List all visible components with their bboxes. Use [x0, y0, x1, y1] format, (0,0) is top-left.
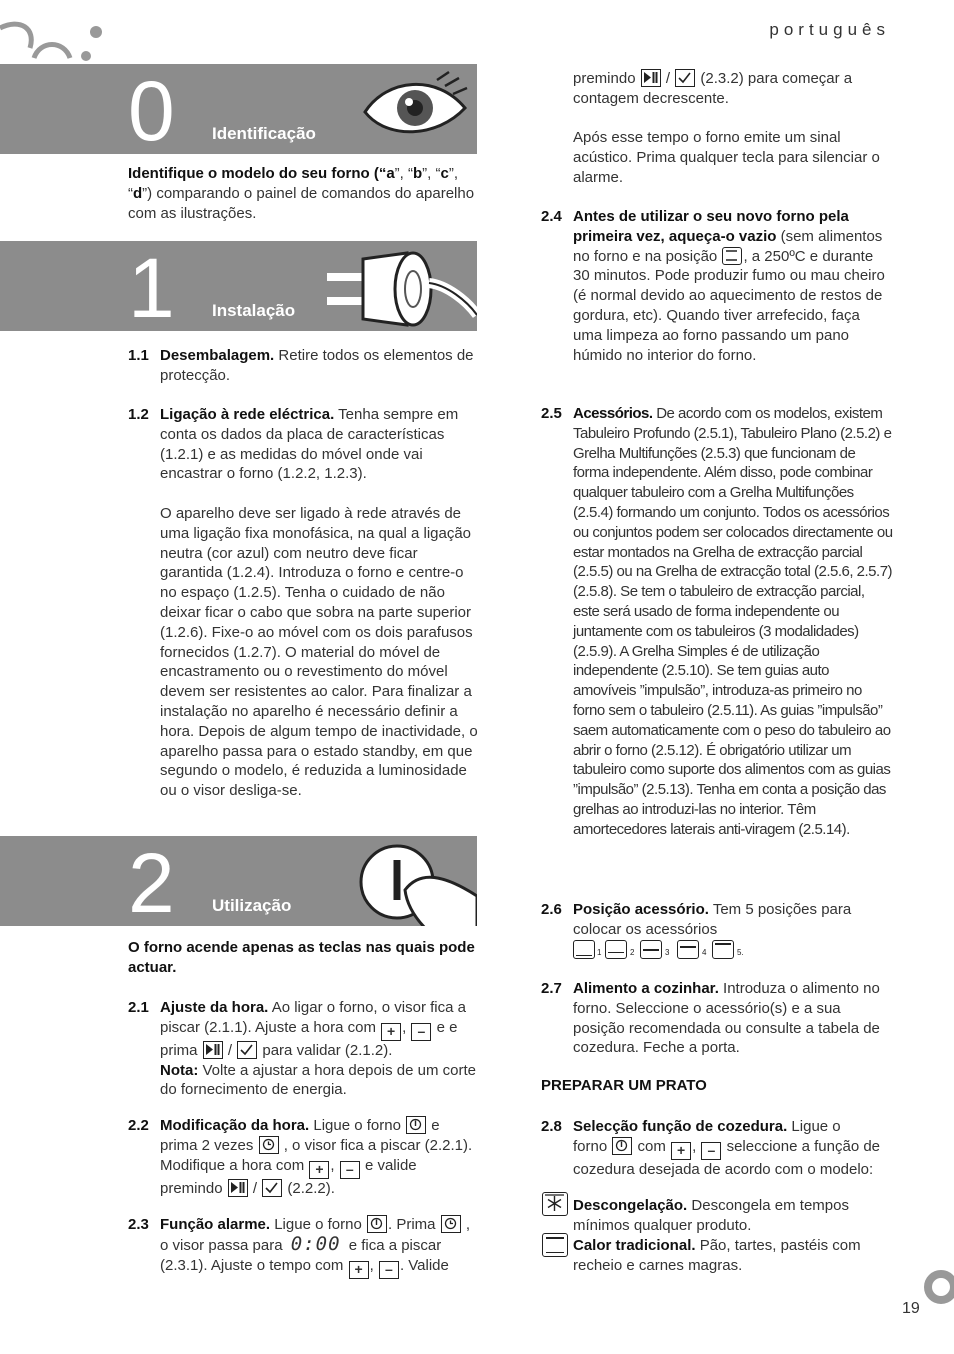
minus-key-icon: – [340, 1161, 360, 1179]
power-key-icon [367, 1215, 387, 1233]
function-defrost: Descongelação. Descongela em tempos mínimos qualquer produto. [573, 1197, 849, 1234]
shelf-position-label: 2 [630, 948, 635, 957]
section-title: Identificação [212, 124, 316, 143]
item-number: 1.2 [128, 406, 149, 423]
item-2-3-continued: premindo / (2.3.2) para começar a contagem decrescente. Após esse tempo o forno emite um sinal acústico. Prima qualquer tecla para silenciar o alarme. [573, 70, 880, 186]
section-number: 1 [128, 241, 175, 331]
shelf-position-4-icon [677, 940, 699, 959]
section-0-banner [0, 64, 477, 154]
item-number: 2.7 [541, 980, 562, 997]
plus-key-icon: + [309, 1161, 329, 1179]
item-2-7: Alimento a cozinhar. Introduza o alimento no forno. Seleccione o acessório(s) e a sua posição recomendada ou consulte a tabela de cozedura. Feche a porta. [573, 980, 880, 1057]
item-2-8: Selecção função de cozedura. Ligue o forno com + , – seleccione a função de cozedura desejada de acordo com o modelo: [573, 1118, 881, 1178]
minus-key-icon: – [411, 1023, 431, 1041]
shelf-position-label: 5. [737, 948, 744, 957]
shelf-position-3-icon [640, 940, 662, 959]
page-number: 19 [902, 1300, 920, 1317]
plus-key-icon: + [381, 1023, 401, 1041]
item-2-1: Ajuste da hora. Ao ligar o forno, o visor fica a piscar (2.1.1). Ajuste a hora com + , – e e prima / para validar (2.1.2). Nota: Volte a ajustar a hora depois de um corte do fornecimento de energia. [160, 999, 477, 1099]
plus-key-icon: + [349, 1261, 369, 1279]
section-title: Utilização [212, 896, 292, 915]
shelf-position-1-icon [573, 940, 595, 959]
item-number: 2.2 [128, 1117, 149, 1134]
item-2-5: Acessórios. De acordo com os modelos, existem Tabuleiro Profundo (2.5.1), Tabuleiro Plano (2.5.2) e Grelha Multifunções (2.5.3) que funcionam de forma independente. Além disso, pode combinar qualquer tabuleiro com a Grelha Multifunções (2.5.4) formando um conjunto. Todos os acessórios ou conjuntos podem ser colocados directamente ou estar montados na Grelha de extracção parcial (2.5.5) ou na Grelha de extracção total (2.5.6, 2.5.7) (2.5.8). Se tem o tabuleiro de extracção parcial, este será usado de forma independente ou juntamente com os tabuleiros (3 modalidades) (2.5.9). A Grelha Simples é de utilização independente (2.5.10). Se tem guias auto amovíveis ”impulsão”, introduza-as primeiro no forno sem o tabuleiro (2.5.11). As guias ”impulsão” saem automaticamente com o peso do tabuleiro ao abrir o forno (2.5.12). É obrigatório utilizar um tabuleiro como suporte dos alimentos com as guias ”impulsão” (2.5.13). Tenha em conta a posição das grelhas ao introduzi-las no interior. Têm amortecedores laterais anti-viragem (2.5.14). [573, 405, 893, 838]
power-key-icon [406, 1116, 426, 1134]
section-number: 2 [128, 836, 175, 926]
section-title: Instalação [212, 301, 296, 320]
item-number: 2.4 [541, 208, 562, 225]
play-pause-key-icon [228, 1179, 248, 1197]
prepare-dish-heading: PREPARAR UM PRATO [541, 1077, 707, 1094]
defrost-function-icon [542, 1192, 568, 1216]
clock-key-icon [441, 1215, 461, 1233]
minus-key-icon: – [379, 1261, 399, 1279]
section-0-intro: Identifique o modelo do seu forno (“a”, “b”, “c”, “d”) comparando o painel de comandos do aparelho com as ilustrações. [128, 165, 475, 222]
section-number: 0 [128, 64, 175, 154]
section-1-banner [0, 241, 477, 331]
minus-key-icon: – [701, 1142, 721, 1160]
play-pause-key-icon [641, 69, 661, 87]
plus-key-icon: + [671, 1142, 691, 1160]
item-number: 2.8 [541, 1118, 562, 1135]
check-key-icon [237, 1041, 257, 1059]
section-2-intro: O forno acende apenas as teclas nas quais pode actuar. [128, 939, 475, 976]
item-2-6: Posição acessório. Tem 5 posições para colocar os acessórios [573, 901, 852, 938]
play-pause-key-icon [203, 1041, 223, 1059]
language-label: português [769, 20, 890, 39]
eye-icon [357, 68, 477, 150]
clock-key-icon [259, 1136, 279, 1154]
check-key-icon [675, 69, 695, 87]
shelf-position-2-icon [605, 940, 627, 959]
shelf-position-label: 4 [702, 948, 707, 957]
plug-icon [327, 245, 477, 331]
touch-button-icon [357, 840, 477, 926]
item-1-2: Ligação à rede eléctrica. Tenha sempre em conta os dados da placa de características (1.2.1) e as medidas do móvel onde vai encastrar o forno (1.2.2, 1.2.3). O aparelho deve ser ligado à rede através de uma ligação fixa monofásica, na qual a ligação neutra (cor azul) com neutro deve ficar garantida (1.2.4). Introduza o forno e centre-o no espaço (1.2.5). Tenha o cuidado de não deixar ficar o cabo que sobra na parte superior (1.2.6). Fixe-o ao móvel com os dois parafusos fornecidos (1.2.7). O material do móvel de encastramento ou o revestimento do móvel devem ser resistentes ao calor. Para finalizar a instalação no aparelho é necessário definir a hora. Depois de algum tempo de inactividade, o aparelho passa para o estado standby, em que segundo o modelo, é reduzida a luminosidade ou o visor desliga-se. [160, 406, 478, 800]
conventional-heat-function-icon [542, 1233, 568, 1257]
conventional-heat-key-icon [722, 247, 742, 265]
section-2-banner [0, 836, 477, 926]
check-key-icon [262, 1179, 282, 1197]
brand-ring-icon [922, 1268, 954, 1306]
item-number: 2.5 [541, 405, 562, 422]
shelf-positions [573, 940, 773, 962]
power-key-icon [612, 1137, 632, 1155]
shelf-position-5-icon [712, 940, 734, 959]
item-number: 2.3 [128, 1216, 149, 1233]
shelf-position-label: 3 [665, 948, 670, 957]
item-number: 2.6 [541, 901, 562, 918]
function-conventional-heat: Calor tradicional. Pão, tartes, pastéis com recheio e carnes magras. [573, 1237, 861, 1274]
item-2-2: Modificação da hora. Ligue o forno e prima 2 vezes , o visor fica a piscar (2.2.1). Modifique a hora com + , – e valide premindo / (2.2.2). [160, 1117, 473, 1197]
item-number: 1.1 [128, 347, 149, 364]
shelf-position-label: 1 [597, 948, 602, 957]
item-2-4: Antes de utilizar o seu novo forno pela primeira vez, aqueça-o vazio (sem alimentos no forno e na posição , a 250ºC e durante 30 minutos. Pode produzir fumo ou mau cheiro (é normal devido ao aquecimento de restos de gordura, etc). Quando tiver arrefecido, faça uma limpeza ao forno passando um pano húmido no interior do forno. [573, 208, 885, 364]
item-2-3: Função alarme. Ligue o forno . Prima , o visor passa para 0:00 e fica a piscar (2.3.1). Ajuste o tempo com + , – . Valide [160, 1216, 470, 1277]
item-number: 2.1 [128, 999, 149, 1016]
display-readout: 0:00 [290, 1232, 341, 1255]
brand-decoration-icon [0, 18, 110, 68]
item-1-1: Desembalagem. Retire todos os elementos de protecção. [160, 347, 474, 384]
